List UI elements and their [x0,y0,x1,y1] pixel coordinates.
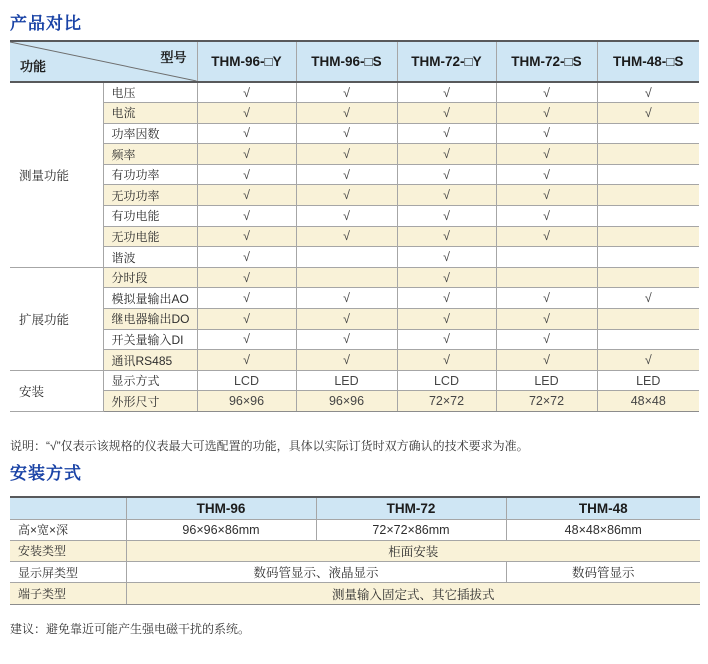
model-column-header: THM-72-□S [496,41,597,82]
function-row-label: 开关量输入DI [103,329,197,350]
function-row-label: 外形尺寸 [103,391,197,412]
check-mark-cell: √ [397,82,496,103]
comparison-row [10,391,699,412]
check-mark-cell: √ [296,185,397,206]
group-label: 安装 [10,370,103,411]
check-mark-cell: √ [397,267,496,288]
function-row-label: 模拟量输出AO [103,288,197,309]
check-mark-cell: √ [296,309,397,330]
install-row [10,583,700,604]
function-row-label: 分时段 [103,267,197,288]
value-cell: LED [296,370,397,391]
install-row-label: 端子类型 [10,583,126,604]
value-cell: LCD [397,370,496,391]
check-mark-cell: √ [496,103,597,124]
check-mark-cell: √ [397,144,496,165]
check-mark-cell: √ [197,206,296,227]
check-mark-cell: √ [397,123,496,144]
comparison-row [10,185,699,206]
comparison-row [10,309,699,330]
value-cell: LED [496,370,597,391]
comparison-note: 说明：“√”仅表示该规格的仪表最大可选配置的功能，具体以实际订货时双方确认的技术要求为准。 [10,439,529,453]
installation-note: 建议：避免靠近可能产生强电磁干扰的系统。 [10,622,251,636]
value-cell [597,329,699,350]
install-header-row [10,497,700,519]
comparison-table [10,40,699,412]
check-mark-cell: √ [197,267,296,288]
value-cell [597,247,699,268]
check-mark-cell: √ [597,350,699,371]
install-row-label: 高×宽×深 [10,519,126,540]
comparison-row [10,329,699,350]
check-mark-cell: √ [197,185,296,206]
install-row-label: 安装类型 [10,540,126,561]
check-mark-cell: √ [197,82,296,103]
check-mark-cell: √ [296,206,397,227]
model-column-header: THM-72 [316,497,506,519]
install-row [10,540,700,561]
function-row-label: 继电器输出DO [103,309,197,330]
check-mark-cell: √ [197,123,296,144]
value-cell [496,267,597,288]
check-mark-cell: √ [597,288,699,309]
comparison-row [10,164,699,185]
model-column-header: THM-96-□S [296,41,397,82]
check-mark-cell: √ [496,144,597,165]
check-mark-cell: √ [296,144,397,165]
install-value-cell: 72×72×86mm [316,519,506,540]
check-mark-cell: √ [496,309,597,330]
function-row-label: 通讯RS485 [103,350,197,371]
check-mark-cell: √ [496,329,597,350]
function-row-label: 有功功率 [103,164,197,185]
check-mark-cell: √ [496,164,597,185]
value-cell [597,226,699,247]
check-mark-cell: √ [296,82,397,103]
check-mark-cell: √ [197,247,296,268]
function-row-label: 显示方式 [103,370,197,391]
install-value-cell: 数码管显示、液晶显示 [126,562,506,583]
check-mark-cell: √ [397,185,496,206]
comparison-row [10,144,699,165]
check-mark-cell: √ [197,329,296,350]
check-mark-cell: √ [397,164,496,185]
check-mark-cell: √ [496,206,597,227]
section-title-product-comparison: 产品对比 [10,14,82,33]
install-row [10,562,700,583]
check-mark-cell: √ [397,206,496,227]
value-cell [597,309,699,330]
install-value-cell: 96×96×86mm [126,519,316,540]
model-column-header: THM-96-□Y [197,41,296,82]
check-mark-cell: √ [197,103,296,124]
function-row-label: 电流 [103,103,197,124]
check-mark-cell: √ [597,103,699,124]
value-cell: 72×72 [496,391,597,412]
value-cell: LED [597,370,699,391]
install-row [10,519,700,540]
comparison-row [10,123,699,144]
install-row-label: 显示屏类型 [10,562,126,583]
model-column-header: THM-72-□Y [397,41,496,82]
check-mark-cell: √ [296,350,397,371]
model-column-header: THM-48 [506,497,700,519]
corner-model-label: 型号 [160,50,187,65]
value-cell [597,206,699,227]
check-mark-cell: √ [197,164,296,185]
comparison-header-row [10,41,699,82]
value-cell [597,123,699,144]
corner-cell [10,41,197,82]
check-mark-cell: √ [197,288,296,309]
install-table [10,496,700,605]
value-cell [496,247,597,268]
comparison-row [10,103,699,124]
check-mark-cell: √ [496,123,597,144]
comparison-row [10,350,699,371]
value-cell: LCD [197,370,296,391]
check-mark-cell: √ [296,329,397,350]
function-row-label: 无功功率 [103,185,197,206]
corner-function-label: 功能 [20,59,47,74]
function-row-label: 有功电能 [103,206,197,227]
check-mark-cell: √ [197,144,296,165]
check-mark-cell: √ [296,123,397,144]
install-value-cell: 柜面安装 [126,540,700,561]
value-cell: 96×96 [296,391,397,412]
function-row-label: 频率 [103,144,197,165]
install-header-blank-cell [10,497,126,519]
value-cell: 48×48 [597,391,699,412]
check-mark-cell: √ [496,226,597,247]
check-mark-cell: √ [496,288,597,309]
value-cell [296,247,397,268]
group-label: 测量功能 [10,82,103,267]
check-mark-cell: √ [397,309,496,330]
check-mark-cell: √ [296,226,397,247]
comparison-row [10,82,699,103]
function-row-label: 电压 [103,82,197,103]
install-value-cell: 测量输入固定式、其它插拔式 [126,583,700,604]
comparison-row [10,267,699,288]
value-cell: 72×72 [397,391,496,412]
check-mark-cell: √ [397,329,496,350]
function-row-label: 无功电能 [103,226,197,247]
comparison-row [10,370,699,391]
check-mark-cell: √ [597,82,699,103]
check-mark-cell: √ [496,185,597,206]
check-mark-cell: √ [296,164,397,185]
comparison-row [10,226,699,247]
check-mark-cell: √ [496,350,597,371]
value-cell [597,267,699,288]
check-mark-cell: √ [296,103,397,124]
check-mark-cell: √ [496,82,597,103]
model-column-header: THM-96 [126,497,316,519]
value-cell [597,164,699,185]
check-mark-cell: √ [397,288,496,309]
comparison-row [10,206,699,227]
function-row-label: 谐波 [103,247,197,268]
comparison-row [10,288,699,309]
comparison-row [10,247,699,268]
check-mark-cell: √ [397,103,496,124]
value-cell [597,144,699,165]
check-mark-cell: √ [296,288,397,309]
check-mark-cell: √ [397,247,496,268]
check-mark-cell: √ [197,309,296,330]
value-cell [296,267,397,288]
function-row-label: 功率因数 [103,123,197,144]
install-value-cell: 48×48×86mm [506,519,700,540]
group-label: 扩展功能 [10,267,103,370]
check-mark-cell: √ [197,226,296,247]
check-mark-cell: √ [397,350,496,371]
section-title-installation: 安装方式 [10,464,82,483]
value-cell: 96×96 [197,391,296,412]
install-value-cell: 数码管显示 [506,562,700,583]
check-mark-cell: √ [197,350,296,371]
model-column-header: THM-48-□S [597,41,699,82]
check-mark-cell: √ [397,226,496,247]
value-cell [597,185,699,206]
